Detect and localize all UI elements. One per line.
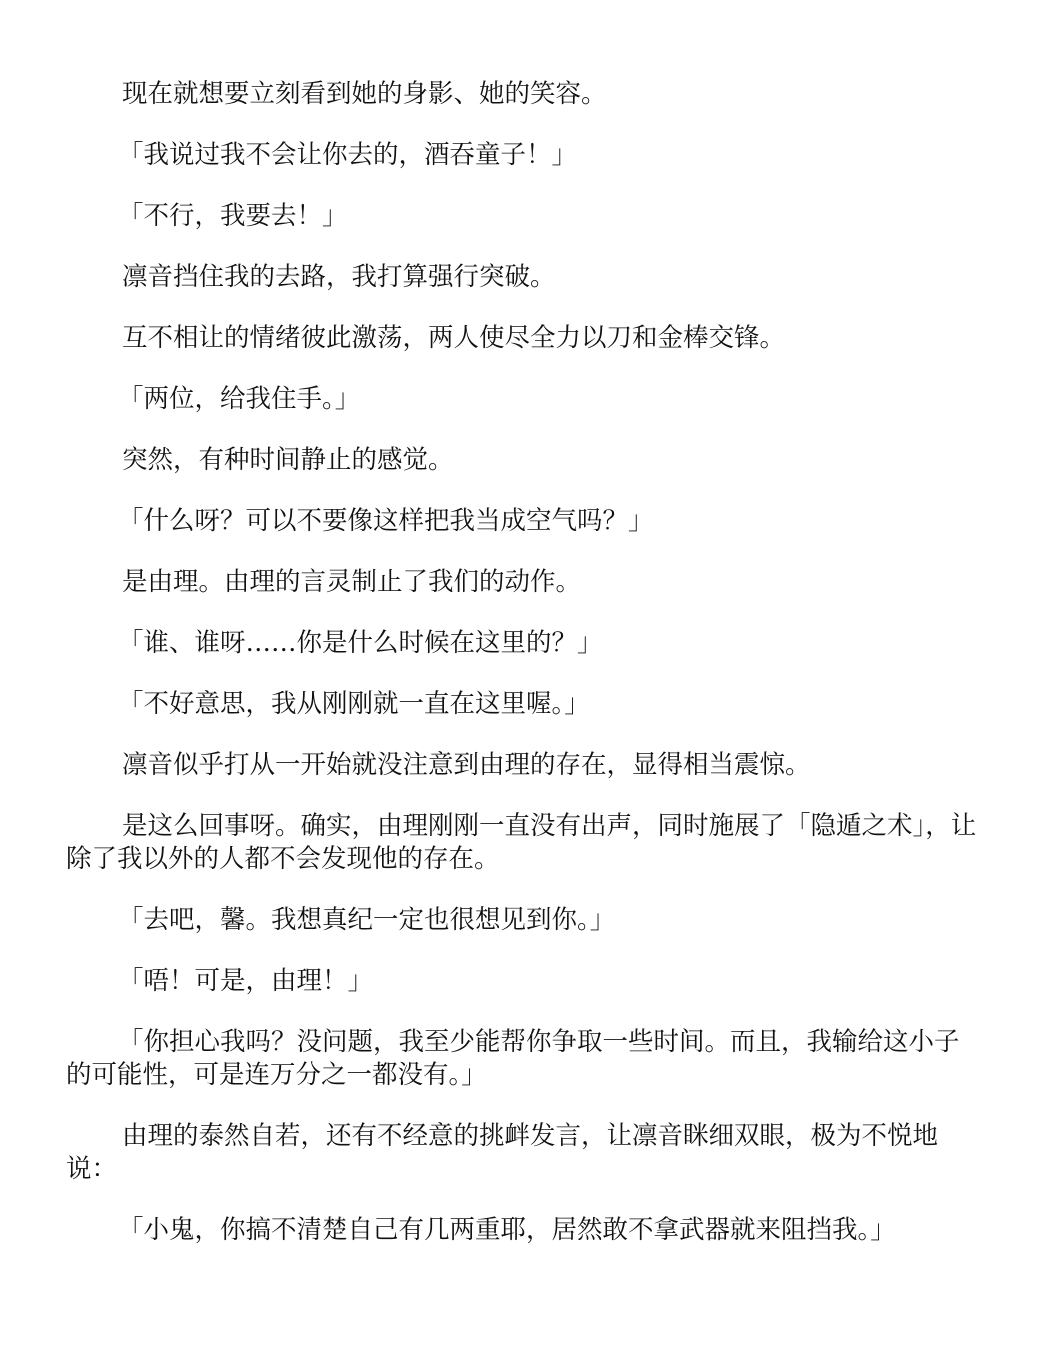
paragraph-18: 「小鬼，你搞不清楚自己有几两重耶，居然敢不拿武器就来阻挡我。」 bbox=[118, 1215, 896, 1245]
paragraph-5: 互不相让的情绪彼此激荡，两人使尽全力以刀和金棒交锋。 bbox=[122, 323, 786, 353]
paragraph-2: 「我说过我不会让你去的，酒吞童子！」 bbox=[118, 140, 578, 170]
paragraph-1: 现在就想要立刻看到她的身影、她的笑容。 bbox=[122, 79, 607, 109]
paragraph-10: 「谁、谁呀……你是什么时候在这里的？」 bbox=[118, 628, 603, 658]
paragraph-9: 是由理。由理的言灵制止了我们的动作。 bbox=[122, 567, 582, 597]
paragraph-14: 「去吧，馨。我想真纪一定也很想见到你。」 bbox=[118, 905, 616, 935]
paragraph-17: 由理的泰然自若，还有不经意的挑衅发言，让凛音眯细双眼，极为不悦地说： bbox=[66, 1121, 939, 1184]
paragraph-4: 凛音挡住我的去路，我打算强行突破。 bbox=[122, 262, 556, 292]
paragraph-13: 是这么回事呀。确实，由理刚刚一直没有出声，同时施展了「隐遁之术」，让除了我以外的人都不会发现他的存在。 bbox=[66, 811, 977, 874]
paragraph-12: 凛音似乎打从一开始就没注意到由理的存在，显得相当震惊。 bbox=[122, 750, 811, 780]
paragraph-16: 「你担心我吗？没问题，我至少能帮你争取一些时间。而且，我输给这小子的可能性，可是连万分之一都没有。」 bbox=[66, 1027, 960, 1090]
paragraph-3: 「不行，我要去！」 bbox=[118, 201, 348, 231]
paragraph-8: 「什么呀？可以不要像这样把我当成空气吗？」 bbox=[118, 506, 654, 536]
paragraph-6: 「两位，给我住手。」 bbox=[118, 384, 361, 414]
paragraph-7: 突然，有种时间静止的感觉。 bbox=[122, 445, 454, 475]
paragraph-15: 「唔！可是，由理！」 bbox=[118, 966, 374, 996]
novel-text-body bbox=[66, 78, 978, 1275]
paragraph-11: 「不好意思，我从刚刚就一直在这里喔。」 bbox=[118, 689, 590, 719]
